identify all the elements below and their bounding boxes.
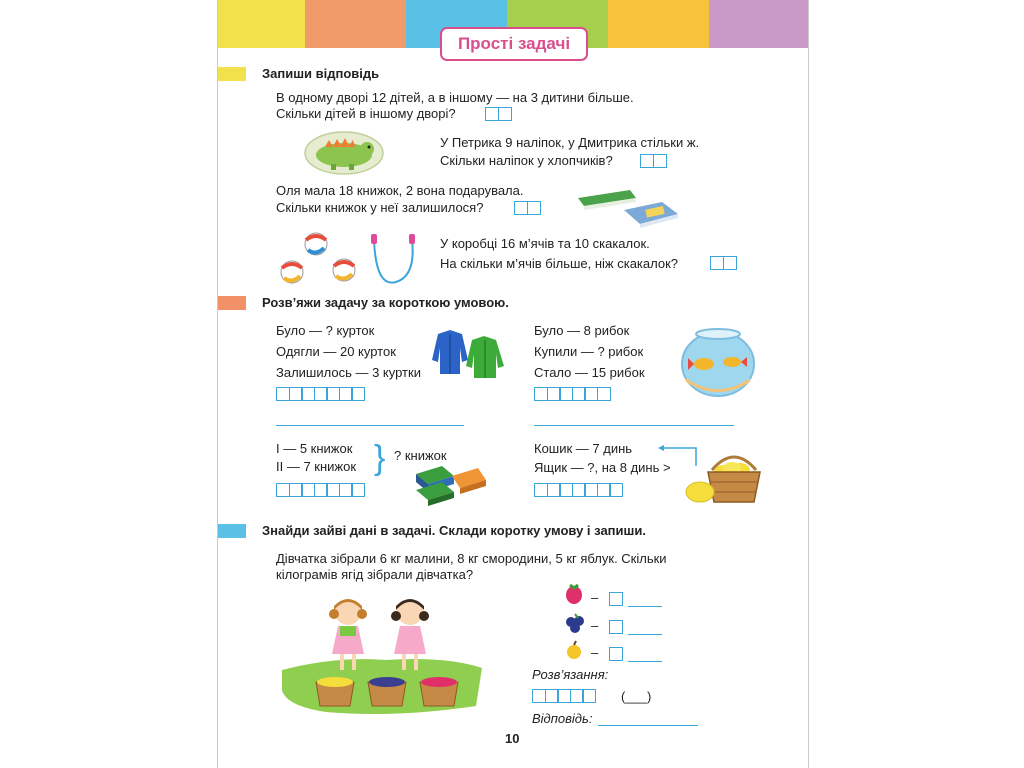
answer-boxes-1[interactable] — [485, 107, 512, 121]
jackets-line3: Залишилось — 3 куртки — [276, 365, 421, 380]
answer-line-berries[interactable] — [598, 725, 698, 726]
fruit-box-3[interactable] — [609, 647, 623, 661]
solution-label: Розв’язання: — [532, 667, 609, 682]
books-brace: } — [374, 439, 386, 477]
task1-line2: Скільки дітей в іншому дворі? — [276, 106, 456, 121]
fruit-box-2[interactable] — [609, 620, 623, 634]
color-strip — [709, 0, 808, 48]
fishbowl-illustration — [678, 322, 758, 398]
fruit-line-1[interactable] — [628, 606, 662, 607]
melon-basket-illustration — [684, 448, 770, 506]
fish-line1: Було — 8 рибок — [534, 323, 630, 338]
dash-2: – — [591, 618, 599, 633]
dash-3: – — [591, 645, 599, 660]
fish-line3: Стало — 15 рибок — [534, 365, 645, 380]
dinosaur-sticker-illustration — [303, 130, 385, 176]
solution-boxes-books[interactable] — [276, 483, 365, 497]
raspberry-icon — [564, 582, 584, 604]
task2-line1: У Петрика 9 наліпок, у Дмитрика стільки ж. — [440, 135, 700, 150]
solution-boxes-jackets[interactable] — [276, 387, 365, 401]
books-illustration — [576, 188, 680, 230]
jackets-line2: Одягли — 20 курток — [276, 344, 396, 359]
task4-line1: У коробці 16 м’ячів та 10 скакалок. — [440, 236, 650, 251]
section3-text-line2: кілограмів ягід зібрали дівчатка? — [276, 567, 474, 582]
page-number: 10 — [505, 731, 520, 746]
task4-line2: На скільки м’ячів більше, ніж скакалок? — [440, 256, 679, 271]
section-marker-blue — [218, 524, 246, 538]
books-line2: ІІ — 7 книжок — [276, 459, 357, 474]
baskets-line2: Ящик — ?, на 8 динь > — [534, 460, 671, 475]
dash-1: – — [591, 590, 599, 605]
task2-line2: Скільки наліпок у хлопчиків? — [440, 153, 613, 168]
page-title: Прості задачі — [440, 27, 588, 61]
books-question: ? книжок — [394, 448, 447, 463]
jackets-line1: Було — ? курток — [276, 323, 375, 338]
section-marker-orange — [218, 296, 246, 310]
answer-line-fish[interactable] — [534, 425, 734, 426]
color-strip — [218, 0, 305, 48]
solution-boxes-berries[interactable] — [532, 689, 596, 703]
answer-line-jackets[interactable] — [276, 425, 464, 426]
task3-line2: Скільки книжок у неї залишилося? — [276, 200, 484, 215]
color-strip — [608, 0, 709, 48]
task1-line1: В одному дворі 12 дітей, а в іншому — на 3 дитини більше. — [276, 90, 634, 105]
section2-heading: Розв’яжи задачу за короткою умовою. — [262, 295, 509, 310]
stacked-books-illustration — [412, 462, 488, 506]
jackets-illustration — [430, 330, 508, 380]
fruit-box-1[interactable] — [609, 592, 623, 606]
workbook-page — [217, 0, 809, 768]
solution-boxes-fish[interactable] — [534, 387, 611, 401]
answer-boxes-4[interactable] — [710, 256, 737, 270]
girls-with-baskets-illustration — [276, 594, 486, 716]
answer-boxes-3[interactable] — [514, 201, 541, 215]
balls-and-jump-rope-illustration — [276, 230, 426, 290]
unit-parentheses[interactable]: (___) — [621, 689, 652, 704]
baskets-line1: Кошик — 7 динь — [534, 441, 633, 456]
section3-text-line1: Дівчатка зібрали 6 кг малини, 8 кг смородини, 5 кг яблук. Скільки — [276, 551, 667, 566]
fruit-line-3[interactable] — [628, 661, 662, 662]
color-strip — [305, 0, 406, 48]
task3-line1: Оля мала 18 книжок, 2 вона подарувала. — [276, 183, 524, 198]
section3-heading: Знайди зайві дані в задачі. Склади коротку умову і запиши. — [262, 523, 646, 538]
currant-icon — [564, 612, 586, 634]
fish-line2: Купили — ? рибок — [534, 344, 644, 359]
apple-icon — [564, 640, 584, 660]
answer-label: Відповідь: — [532, 711, 593, 726]
solution-boxes-melons[interactable] — [534, 483, 623, 497]
answer-boxes-2[interactable] — [640, 154, 667, 168]
section1-heading: Запиши відповідь — [262, 66, 380, 81]
section-marker-yellow — [218, 67, 246, 81]
books-line1: І — 5 книжок — [276, 441, 353, 456]
fruit-line-2[interactable] — [628, 634, 662, 635]
